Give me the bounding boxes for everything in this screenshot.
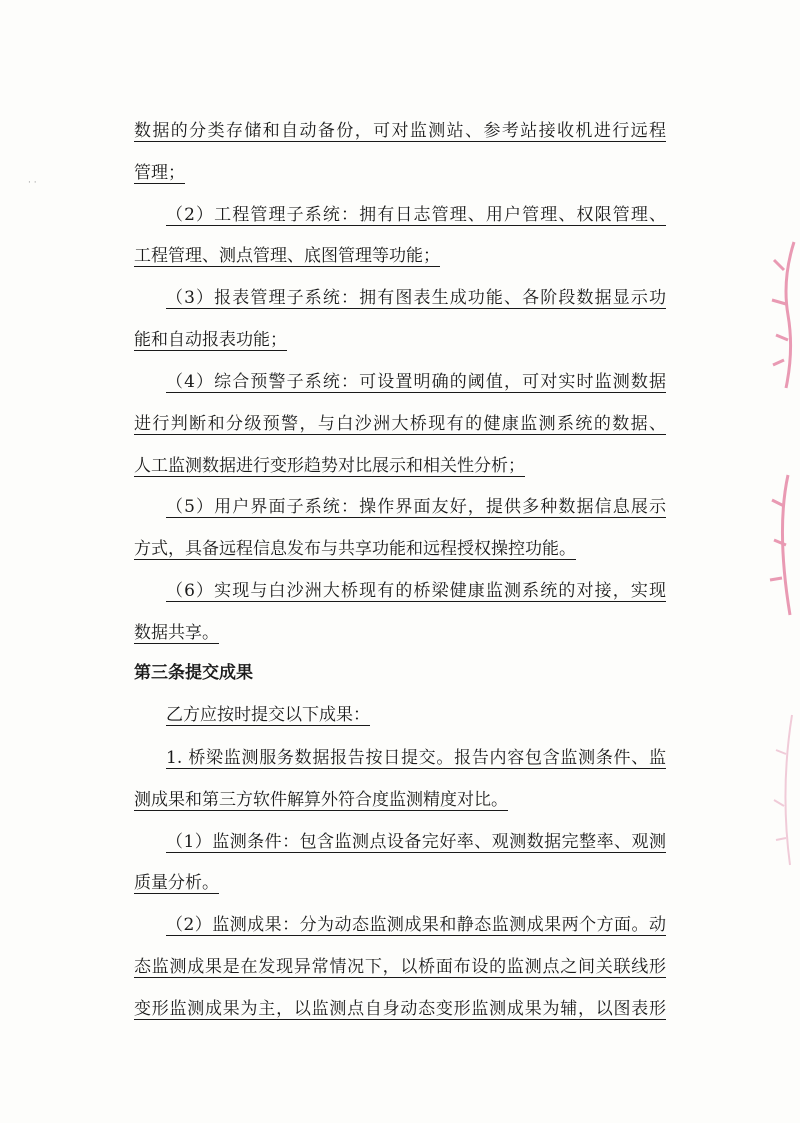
paragraph-line: （3）报表管理子系统：拥有图表生成功能、各阶段数据显示功	[166, 288, 666, 308]
paragraph-line: 1. 桥梁监测服务数据报告按日提交。报告内容包含监测条件、监	[166, 748, 666, 768]
paragraph-line: （2）监测成果：分为动态监测成果和静态监测成果两个方面。动	[166, 915, 666, 935]
paragraph-line: 能和自动报表功能；	[134, 330, 287, 350]
paragraph-line: （2）工程管理子系统：拥有日志管理、用户管理、权限管理、	[166, 205, 666, 225]
paragraph-line: （4）综合预警子系统：可设置明确的阈值，可对实时监测数据	[166, 372, 666, 392]
paragraph-line: （1）监测条件：包含监测点设备完好率、观测数据完整率、观测	[166, 832, 666, 852]
paragraph-line: 变形监测成果为主，以监测点自身动态变形监测成果为辅，以图表形	[134, 999, 666, 1019]
paragraph-line: 方式，具备远程信息发布与共享功能和远程授权操控功能。	[134, 539, 576, 559]
scan-speck: · ·	[28, 178, 37, 188]
paragraph-line: （5）用户界面子系统：操作界面友好，提供多种数据信息展示	[166, 497, 666, 517]
paragraph-line: 态监测成果是在发现异常情况下，以桥面布设的监测点之间关联线形	[134, 957, 666, 977]
section-heading: 第三条提交成果	[134, 663, 253, 683]
seal-fragment-top	[764, 240, 800, 390]
paragraph-line: 进行判断和分级预警，与白沙洲大桥现有的健康监测系统的数据、	[134, 414, 666, 434]
seal-fragment-bottom	[764, 710, 800, 870]
paragraph-line: 工程管理、测点管理、底图管理等功能；	[134, 246, 440, 266]
paragraph-line: 管理；	[134, 163, 185, 183]
paragraph-line: （6）实现与白沙洲大桥现有的桥梁健康监测系统的对接，实现	[166, 581, 666, 601]
paragraph-line: 数据的分类存储和自动备份，可对监测站、参考站接收机进行远程	[134, 121, 666, 141]
seal-fragment-middle	[764, 470, 800, 620]
paragraph-line: 测成果和第三方软件解算外符合度监测精度对比。	[134, 790, 508, 810]
paragraph-line: 数据共享。	[134, 623, 219, 643]
paragraph-line: 质量分析。	[134, 873, 219, 893]
paragraph-line: 人工监测数据进行变形趋势对比展示和相关性分析；	[134, 456, 525, 476]
paragraph-line: 乙方应按时提交以下成果：	[166, 705, 370, 725]
